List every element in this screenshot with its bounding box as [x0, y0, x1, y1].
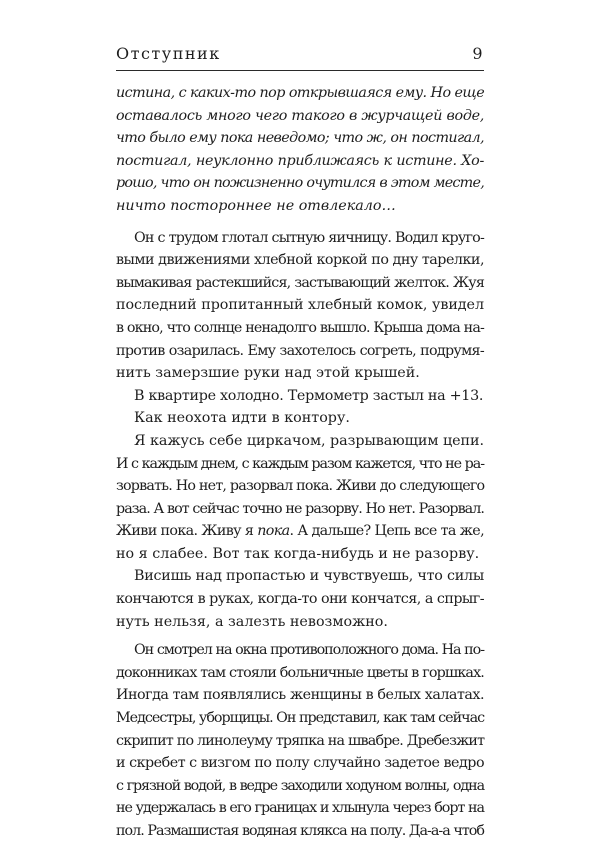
- text-line: против озарилась. Ему захотелось согреть, подрумя-: [116, 342, 484, 359]
- text-line: Он смотрел на окна противоположного дома. На по-: [134, 642, 484, 659]
- text-line: с грязной водой, в ведре заходили ходуном волны, одна: [116, 777, 484, 794]
- text-line: Висишь над пропастью и чувствуешь, что силы: [134, 568, 484, 585]
- text-line: вымакивая растекшийся, застывающий желток. Жуя: [116, 274, 484, 291]
- running-title: Отступник: [116, 44, 221, 63]
- header-rule: [116, 70, 484, 71]
- text-line: Он с трудом глотал сытную яичницу. Водил круго-: [134, 229, 484, 246]
- text-line: оставалось много чего такого в журчащей воде,: [116, 107, 484, 124]
- text-line: не удержалась в его границах и хлынула через борт на: [116, 800, 484, 817]
- text-line: и скребет с визгом по полу случайно задетое ведро: [116, 755, 485, 772]
- text-line: Медсестры, уборщицы. Он представил, как там сейчас: [116, 710, 485, 727]
- text-line: рошо, что он пожизненно очутился в этом месте,: [116, 175, 484, 192]
- text-line: В квартире холодно. Термометр застыл на +13.: [134, 387, 484, 404]
- paragraph-abyss: [116, 565, 484, 633]
- text-line: пол. Размашистая водяная клякса на полу. Да-а-а чтоб: [116, 823, 484, 839]
- text-line: И с каждым днем, с каждым разом кажется, что не ра-: [116, 455, 484, 472]
- emphasis-word: пока: [257, 523, 290, 540]
- body-text: [116, 82, 484, 843]
- text-line: раза. А вот сейчас точно не разорву. Но нет. Разорвал.: [116, 500, 484, 517]
- text-line-mixed: Живи пока. Живу я пока. А дальше? Цепь все та же,: [116, 523, 484, 540]
- text-line: истина, с каких-то пор открывшаяся ему. Но еще: [116, 85, 485, 101]
- text-line: но я слабее. Вот так когда-нибудь и не разорву.: [116, 545, 480, 562]
- text-line: последний пропитанный хлебный комок, увидел: [116, 297, 484, 314]
- paragraph-italic-quote: [116, 82, 484, 218]
- text-line: зорвать. Но нет, разорвал пока. Живи до следующего: [116, 478, 485, 495]
- paragraph-office: [116, 407, 484, 430]
- text-line: нуть нельзя, а залезть невозможно.: [116, 613, 388, 630]
- running-header: [116, 44, 484, 63]
- paragraph-hospital: [116, 639, 484, 842]
- text-line: в окно, что солнце ненадолго вышло. Крыша дома на-: [116, 319, 484, 336]
- text-line: постигал, неуклонно приближаясь к истине. Хо-: [116, 152, 484, 169]
- text-line: Как неохота идти в контору.: [134, 410, 350, 427]
- text-line: нить замерзшие руки над этой крышей.: [116, 365, 420, 382]
- text-line: кончаются в руках, когда-то они кончатся, а спрыг-: [116, 591, 484, 608]
- text-line: выми движениями хлебной коркой по дну тарелки,: [116, 252, 484, 269]
- text-line: Я кажусь себе циркачом, разрывающим цепи.: [134, 432, 484, 449]
- text-line: что было ему пока неведомо; что ж, он постигал,: [116, 130, 484, 147]
- page-number: 9: [472, 44, 484, 63]
- text-line: доконниках там стояли больничные цветы в горшках.: [116, 664, 484, 681]
- paragraph-thermometer: [116, 385, 484, 408]
- text-line: ничто постороннее не отвлекало…: [116, 197, 396, 214]
- paragraph-breakfast: [116, 227, 484, 385]
- paragraph-circus: [116, 430, 484, 566]
- text-line: скрипит по линолеуму тряпка на швабре. Дребезжит: [116, 732, 485, 749]
- text-line: Иногда там появлялись женщины в белых халатах.: [116, 687, 484, 704]
